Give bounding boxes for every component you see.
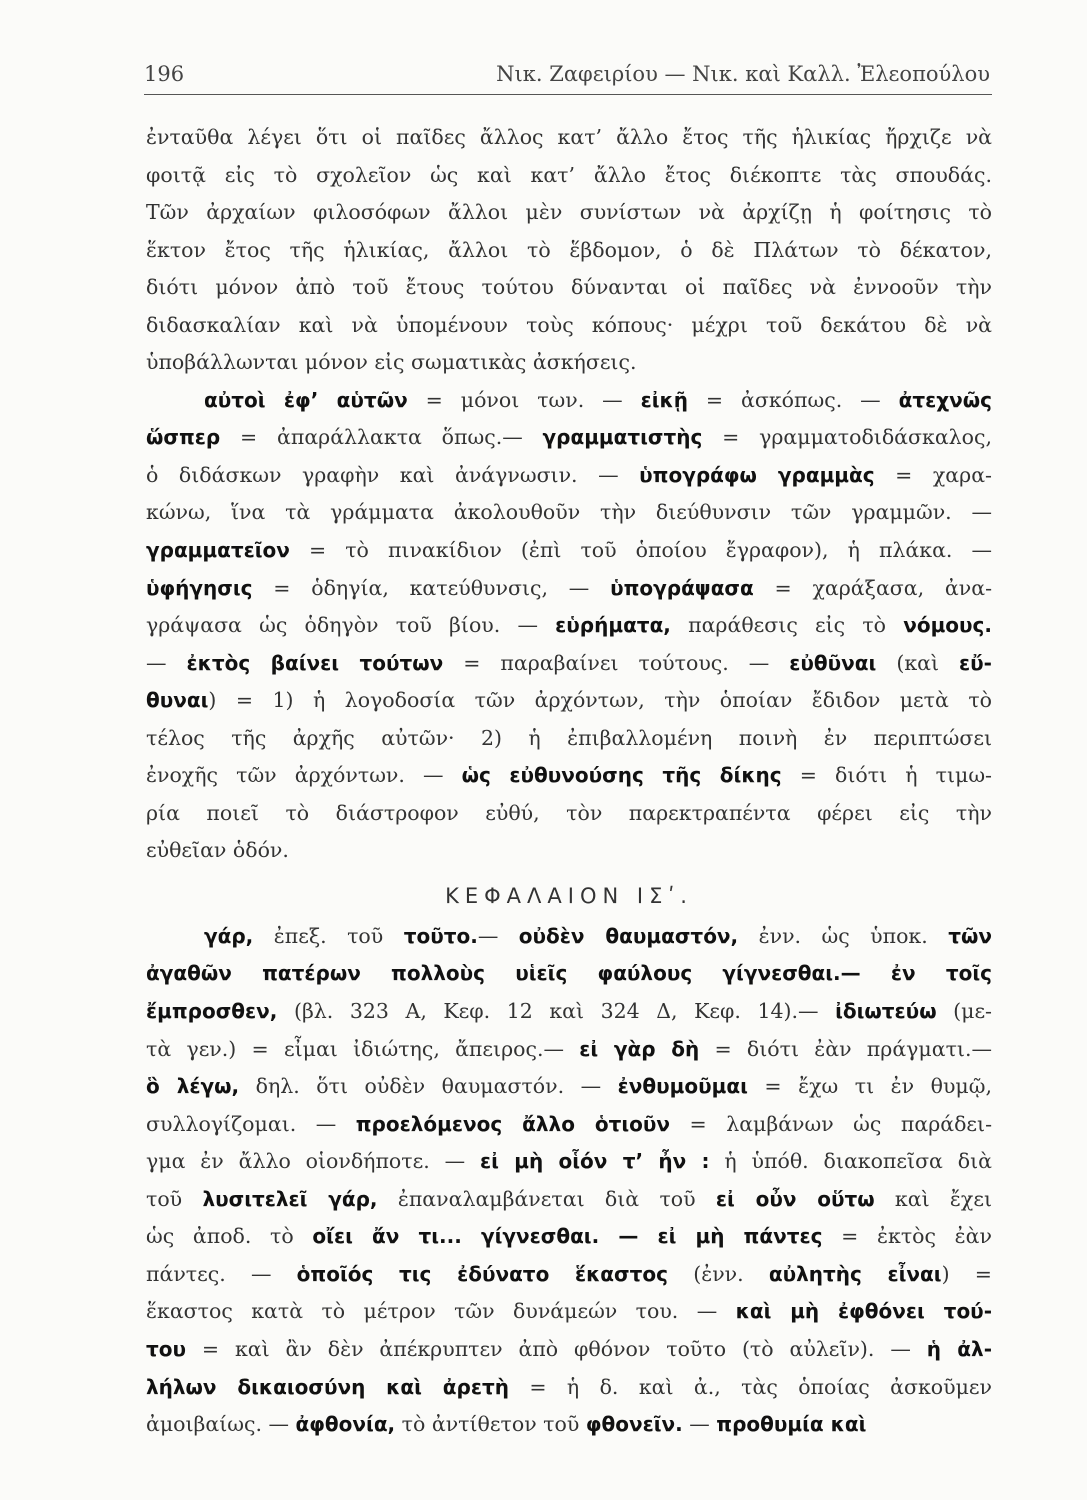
text-line — [146, 307, 992, 345]
text-line — [146, 1181, 992, 1219]
gloss-text: (βλ. 323 Α, Κεφ. 12 καὶ 324 Δ, Κεφ. 14).— — [277, 999, 836, 1024]
gloss-text: = ἐκτὸς ἐὰν — [822, 1224, 992, 1249]
text-line — [146, 682, 992, 720]
lemma-term: ἰδιωτεύω — [835, 999, 937, 1024]
lemma-term: προθυμία καὶ — [716, 1412, 867, 1437]
text-line — [146, 1068, 992, 1106]
gloss-text: = χαράξασα, ἀνα- — [753, 575, 992, 600]
gloss-text: = ὁδηγία, κατεύθυνσις, — — [252, 575, 611, 600]
gloss-text: παράθεσις εἰς τὸ — [670, 613, 904, 638]
gloss-text: ἡ ὑπόθ. διακοπεῖσα διὰ — [709, 1149, 992, 1174]
gloss-text: τοῦ — [146, 1186, 203, 1211]
gloss-text: = διότι ἡ τιμω- — [781, 763, 992, 788]
text-line — [146, 269, 992, 307]
lemma-term: του — [146, 1336, 187, 1361]
gloss-text: διότι μόνον ἀπὸ τοῦ ἔτους τούτου δύνανται οἱ παῖδες νὰ ἐννοοῦν τὴν — [146, 275, 992, 300]
gloss-text: = καὶ ἂν δὲν ἀπέκρυπτεν ἀπὸ φθόνον τοῦτο (τὸ αὐλεῖν). — — [186, 1336, 927, 1361]
gloss-text: = ἡ δ. καὶ ἀ., τὰς ὁποίας ἀσκοῦμεν — [508, 1374, 992, 1399]
gloss-text: γμα ἐν ἄλλο οἱονδήποτε. — — [146, 1149, 480, 1174]
lemma-term: λυσιτελεῖ γάρ, — [202, 1186, 378, 1211]
gloss-text: ἐνταῦθα λέγει ὅτι οἱ παῖδες ἄλλος κατ’ ἄλλο ἔτος τῆς ἡλικίας ἤρχιζε νὰ — [146, 125, 992, 149]
gloss-text: κώνω, ἵνα τὰ γράμματα ἀκολουθοῦν τὴν διεύθυνσιν τῶν γραμμῶν. — — [146, 500, 992, 525]
gloss-text: τὰ γεν.) = εἶμαι ἰδιώτης, ἄπειρος.— — [146, 1036, 580, 1061]
gloss-text: = γραμματοδιδάσκαλος, — [702, 425, 992, 450]
gloss-text: (καὶ — [876, 650, 960, 675]
lemma-term: ἐκτὸς βαίνει τούτων — [186, 650, 444, 675]
page-number: 196 — [144, 62, 185, 86]
gloss-text: εὐθεῖαν ὁδόν. — [146, 838, 289, 863]
gloss-text: φοιτᾷ εἰς τὸ σχολεῖον ὡς καὶ κατ’ ἄλλο ἔτος διέκοπτε τὰς σπουδάς. — [146, 162, 992, 187]
gloss-text: — — [146, 650, 187, 675]
text-line — [146, 1293, 992, 1331]
gloss-text: τέλος τῆς ἀρχῆς αὐτῶν· 2) ἡ ἐπιβαλλομένη ποινὴ ἐν περιπτώσει — [146, 725, 992, 750]
gloss-text: συλλογίζομαι. — — [146, 1111, 356, 1136]
text-line — [146, 457, 992, 495]
text-line — [146, 1106, 992, 1144]
gloss-text: ρία ποιεῖ τὸ διάστροφον εὐθύ, τὸν παρεκτραπέντα φέρει εἰς τὴν — [146, 800, 992, 825]
gloss-text: = παραβαίνει τούτους. — — [443, 650, 790, 675]
gloss-text: πάντες. — — [146, 1261, 297, 1286]
text-line — [146, 757, 992, 795]
gloss-text: ἀμοιβαίως. — — [146, 1412, 296, 1437]
gloss-text: (ἐνν. — [667, 1261, 769, 1286]
lemma-term: γραμματεῖον — [146, 538, 290, 563]
gloss-text: ) = — [941, 1261, 992, 1286]
text-line — [146, 1031, 992, 1069]
gloss-text: = λαμβάνων ὡς παράδει- — [670, 1111, 992, 1136]
lemma-term: εἰ γὰρ δὴ — [579, 1036, 700, 1061]
gloss-text: δηλ. ὅτι οὐδὲν θαυμαστόν. — — [239, 1074, 618, 1099]
lemma-term: φθονεῖν. — [585, 1412, 683, 1437]
lemma-term: ὑπογράψασα — [610, 575, 754, 600]
gloss-text: καὶ ἔχει — [874, 1186, 992, 1211]
gloss-text: = μόνοι των. — — [407, 387, 641, 412]
lemma-term: προελόμενος ἄλλο ὁτιοῦν — [355, 1111, 671, 1136]
lemma-term: ὑφήγησις — [146, 575, 253, 600]
gloss-text: = τὸ πινακίδιον (ἐπὶ τοῦ ὁποίου ἔγραφον), ἡ πλάκα. — — [289, 538, 992, 563]
text-line — [146, 570, 992, 608]
lemma-term: ἡ ἀλ- — [926, 1336, 992, 1361]
lemma-term: αὐτοὶ ἐφ’ αὑτῶν — [204, 387, 408, 412]
chapter-heading: ΚΕΦΑΛΑΙΟΝ ΙΣʹ. — [445, 883, 693, 908]
lemma-term: ὑπογράφω γραμμὰς — [639, 462, 875, 487]
lemma-term: εἰ μὴ οἷόν τ’ ἦν : — [479, 1149, 710, 1174]
gloss-text: = διότι ἐὰν πράγματι.— — [699, 1036, 992, 1061]
lemma-term: λήλων δικαιοσύνη καὶ ἀρετὴ — [146, 1374, 509, 1399]
text-line — [146, 344, 992, 382]
text-line — [146, 1331, 992, 1369]
text-line — [146, 419, 992, 457]
text-line — [146, 1369, 992, 1407]
gloss-text: ἐνοχῆς τῶν ἀρχόντων. — — [146, 763, 462, 788]
text-line — [146, 832, 992, 870]
text-line — [146, 119, 992, 157]
gloss-text: (με- — [936, 999, 992, 1024]
text-line — [146, 1143, 992, 1181]
lemma-term: εἰ οὖν οὕτω — [715, 1186, 875, 1211]
text-line — [146, 382, 992, 420]
gloss-text: — — [477, 923, 519, 948]
text-line — [146, 645, 992, 683]
lemma-term: εὔ- — [959, 650, 992, 675]
text-line — [146, 993, 992, 1031]
gloss-text: τὸ ἀντίθετον τοῦ — [395, 1412, 586, 1437]
gloss-text: = ἀσκόπως. — — [687, 387, 899, 412]
lemma-term: ὁποῖός τις ἐδύνατο ἕκαστος — [296, 1261, 668, 1286]
text-line — [146, 1406, 992, 1444]
lemma-term: γάρ, — [204, 923, 254, 948]
lemma-term: ἐνθυμοῦμαι — [617, 1074, 748, 1099]
body-text — [146, 119, 992, 1444]
gloss-text: ἐπαναλαμβάνεται διὰ τοῦ — [377, 1186, 716, 1211]
text-line — [146, 232, 992, 270]
gloss-text: ) = 1) ἡ λογοδοσία τῶν ἀρχόντων, τὴν ὁποίαν ἔδιδον μετὰ τὸ — [208, 688, 992, 713]
gloss-text: = χαρα- — [874, 462, 992, 487]
running-title: Νικ. Ζαφειρίου — Νικ. καὶ Καλλ. Ἐλεοπούλου — [496, 62, 990, 86]
text-line — [146, 194, 992, 232]
text-line — [146, 607, 992, 645]
gloss-text: ὁ διδάσκων γραφὴν καὶ ἀνάγνωσιν. — — [146, 462, 640, 487]
text-line — [146, 532, 992, 570]
lemma-term: εὑρήματα, — [555, 613, 671, 638]
running-head — [144, 58, 992, 95]
gloss-text: ἐνν. ὡς ὑποκ. — [738, 923, 949, 948]
gloss-text: ἕκαστος κατὰ τὸ μέτρον τῶν δυνάμεών του. — — [146, 1299, 736, 1324]
lemma-term: ἀφθονία, — [295, 1412, 396, 1437]
text-line — [146, 795, 992, 833]
text-line — [146, 918, 992, 956]
text-line — [146, 1218, 992, 1256]
text-line — [146, 494, 992, 532]
lemma-term: αὐλητὴς εἶναι — [768, 1261, 942, 1286]
gloss-text: = ἔχω τι ἐν θυμῷ, — [747, 1074, 992, 1099]
text-line — [146, 720, 992, 758]
lemma-term: ὃ λέγω, — [146, 1074, 240, 1099]
lemma-term: νόμους. — [903, 613, 992, 638]
lemma-term: ἀγαθῶν πατέρων πολλοὺς υἱεῖς φαύλους γίγνεσθαι.— ἐν τοῖς — [146, 961, 992, 986]
commentary-paragraph — [146, 119, 992, 870]
lemma-term: τοῦτο. — [403, 923, 478, 948]
text-line — [146, 157, 992, 195]
lemma-term: ὥσπερ — [146, 425, 221, 450]
lemma-term: θυναι — [146, 688, 209, 713]
gloss-text: ἕκτον ἔτος τῆς ἡλικίας, ἄλλοι τὸ ἕβδομον, ὁ δὲ Πλάτων τὸ δέκατον, — [146, 237, 992, 262]
lemma-term: τῶν — [948, 923, 992, 948]
lemma-term: καὶ μὴ ἐφθόνει τού- — [735, 1299, 992, 1324]
gloss-text: ὑποβάλλωνται μόνον εἰς σωματικὰς ἀσκήσεις. — [146, 350, 637, 375]
gloss-text: διδασκαλίαν καὶ νὰ ὑπομένουν τοὺς κόπους· μέχρι τοῦ δεκάτου δὲ νὰ — [146, 312, 992, 337]
lemma-term: ἔμπροσθεν, — [146, 999, 278, 1024]
text-line — [146, 1256, 992, 1294]
lemma-term: γραμματιστὴς — [542, 425, 703, 450]
lemma-term: ἀτεχνῶς — [898, 387, 992, 412]
lemma-term: οἴει ἄν τι... γίγνεσθαι. — εἰ μὴ πάντες — [312, 1224, 823, 1249]
lemma-term: ὡς εὐθυνούσης τῆς δίκης — [461, 763, 782, 788]
gloss-text: ἐπεξ. τοῦ — [253, 923, 404, 948]
gloss-text: = ἀπαράλλακτα ὅπως.— — [220, 425, 543, 450]
gloss-text: ὡς ἀποδ. τὸ — [146, 1224, 313, 1249]
gloss-text: — — [682, 1412, 717, 1437]
lemma-term: εὐθῦναι — [789, 650, 877, 675]
lemma-term: εἰκῇ — [640, 387, 688, 412]
text-line — [146, 955, 992, 993]
commentary-paragraph-2 — [146, 918, 992, 1444]
lemma-term: οὐδὲν θαυμαστόν, — [518, 923, 739, 948]
gloss-text: γράψασα ὡς ὁδηγὸν τοῦ βίου. — — [146, 613, 556, 638]
gloss-text: Τῶν ἀρχαίων φιλοσόφων ἄλλοι μὲν συνίστων νὰ ἀρχίζῃ ἡ φοίτησις τὸ — [146, 200, 992, 225]
